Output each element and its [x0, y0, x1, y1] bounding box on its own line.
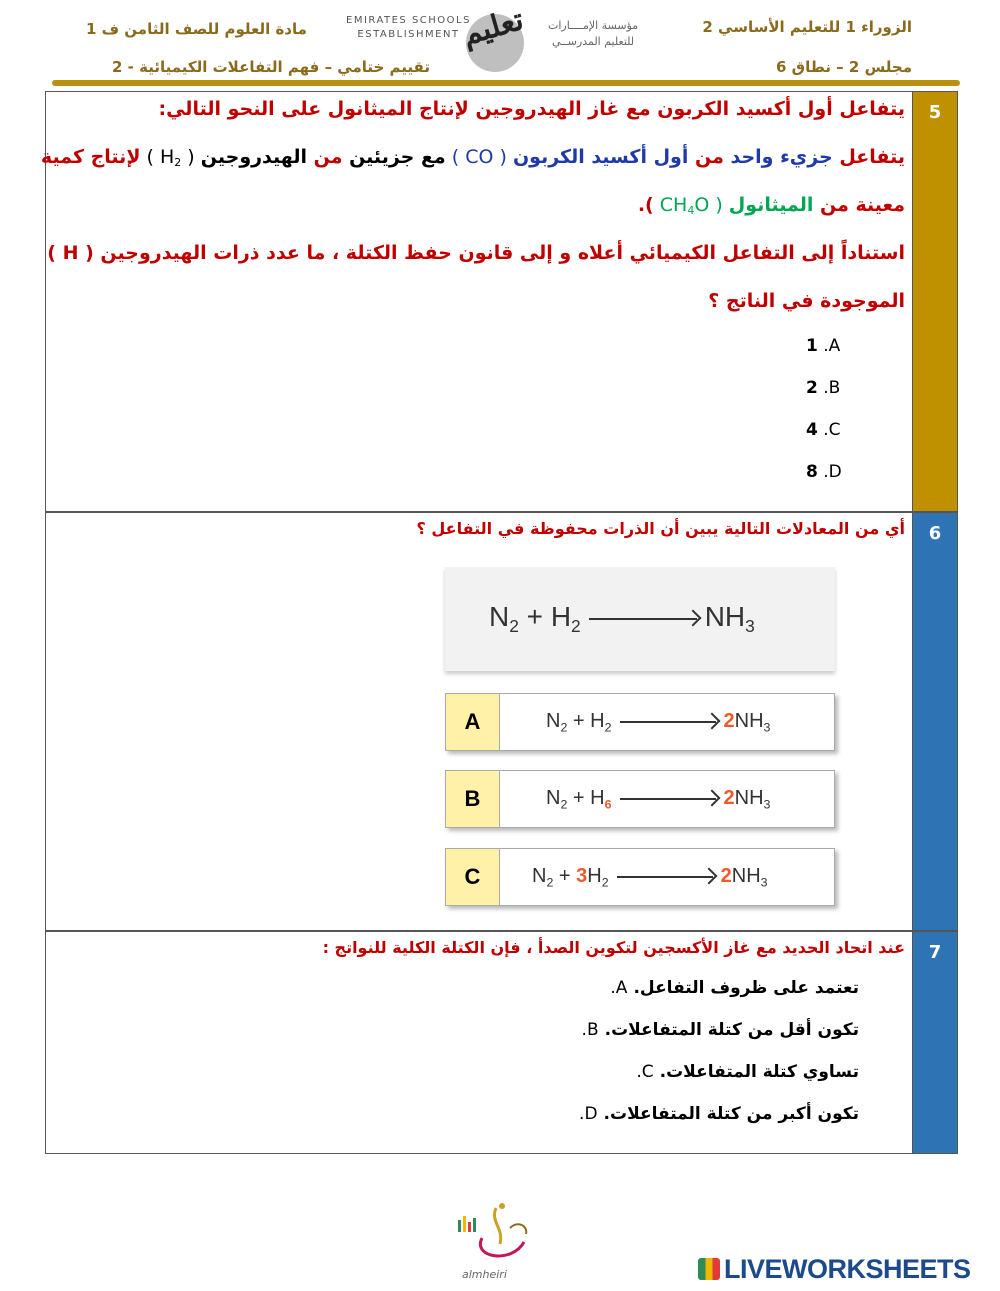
option-letter: D — [828, 462, 842, 482]
subscript: 3 — [760, 875, 768, 890]
subscript: 2 — [604, 720, 612, 735]
q5-text: يتفاعل — [832, 146, 905, 168]
reaction-arrow-icon — [589, 618, 697, 620]
reaction-arrow-icon — [620, 798, 716, 800]
question-number: 6 — [912, 513, 957, 930]
q5-text: مع جزيئين — [349, 146, 446, 168]
q6-choice-a[interactable] — [445, 693, 835, 751]
subscript: 2 — [601, 875, 609, 890]
liveworksheets-logo-icon — [698, 1258, 720, 1280]
option-value: 8 — [806, 462, 818, 482]
q5-formula-sub: 4 — [687, 204, 695, 217]
subscript: 2 — [546, 875, 554, 890]
q5-line-5: الموجودة في الناتج ؟ — [708, 290, 905, 312]
option-letter: D. — [579, 1104, 598, 1124]
choice-equation — [546, 787, 770, 811]
subscript: 3 — [763, 797, 771, 812]
plus-sign: + — [572, 787, 585, 809]
reaction-arrow-icon — [617, 876, 713, 878]
q5-line-1: يتفاعل أول أكسيد الكربون مع غاز الهيدروجين لإنتاج الميثانول على النحو التالي: — [158, 98, 905, 120]
reactant-2: H — [590, 710, 605, 732]
q5-option-a[interactable]: 1 .A — [806, 336, 841, 356]
reactant-2: H — [590, 787, 605, 809]
brand-text: LIVEWORKSHEETS — [724, 1254, 971, 1284]
reactant-2: H — [587, 865, 602, 887]
reactant-2: H — [550, 601, 572, 632]
q5-formula-sub: 2 — [174, 156, 182, 169]
school-name: الزوراء 1 للتعليم الأساسي 2 — [702, 18, 912, 36]
option-value: 1 — [806, 336, 818, 356]
q5-formula-part: ) — [140, 146, 160, 168]
subject-label: مادة العلوم للصف الثامن ف 1 — [86, 20, 307, 38]
q5-line-4: استناداً إلى التفاعل الكيميائي أعلاه و إلى قانون حفظ الكتلة ، ما عدد ذرات الهيدروجين ( H ) — [47, 242, 905, 264]
plus-sign: + — [526, 601, 544, 632]
majlis-label: مجلس 2 – نطاق 6 — [776, 58, 912, 76]
option-letter: B — [828, 378, 841, 398]
reaction-equation-card — [445, 567, 835, 671]
q7-option-a[interactable] — [610, 978, 859, 998]
q5-text: الميثانول — [728, 194, 814, 216]
choice-label: A — [446, 694, 500, 750]
question-6 — [45, 512, 958, 931]
q5-formula-h2 — [140, 146, 200, 168]
plus-sign: + — [558, 865, 571, 887]
reactant-1: N — [546, 787, 561, 809]
choice-equation — [546, 710, 770, 734]
option-letter: C — [828, 420, 841, 440]
option-text: تساوي كتلة المتفاعلات. — [659, 1062, 859, 1082]
subscript: 3 — [745, 616, 755, 637]
q5-text: لإنتاج كمية — [40, 146, 141, 168]
coefficient: 2 — [723, 787, 735, 809]
reactant-1: N — [489, 601, 510, 632]
reaction-equation — [489, 601, 755, 637]
q7-option-c[interactable] — [636, 1062, 859, 1082]
coefficient: 3 — [576, 865, 588, 887]
header-divider — [52, 80, 960, 86]
q7-option-d[interactable] — [579, 1104, 859, 1124]
option-text: تعتمد على ظروف التفاعل. — [633, 978, 859, 998]
option-letter: B. — [581, 1020, 599, 1040]
option-text: تكون أقل من كتلة المتفاعلات. — [604, 1020, 859, 1040]
product: NH — [734, 787, 764, 809]
almheiri-caption: almheiri — [462, 1268, 507, 1281]
q5-text: من — [688, 146, 731, 168]
product: NH — [704, 601, 746, 632]
option-letter: A — [828, 336, 841, 356]
q5-formula-ch4o — [654, 194, 729, 216]
establishment-arabic — [548, 18, 638, 50]
question-number: 5 — [912, 92, 957, 511]
reaction-arrow-icon — [620, 721, 716, 723]
coefficient: 2 — [720, 865, 732, 887]
choice-equation — [532, 865, 768, 889]
est-ar-line1: مؤسسة الإمــــارات — [548, 19, 639, 32]
question-number: 7 — [912, 932, 957, 1153]
subscript: 2 — [571, 616, 581, 637]
q5-text: من — [306, 146, 350, 168]
q7-option-b[interactable] — [582, 1020, 859, 1040]
plus-sign: + — [572, 710, 585, 732]
q5-option-d[interactable]: 8 .D — [806, 462, 842, 482]
q5-option-b[interactable]: 2 .B — [806, 378, 841, 398]
est-en-line2: ESTABLISHMENT — [357, 29, 460, 40]
q5-text: جزيء واحد — [730, 146, 833, 168]
choice-label: B — [446, 771, 500, 827]
subscript: 3 — [763, 720, 771, 735]
subscript: 2 — [560, 720, 568, 735]
option-value: 4 — [806, 420, 818, 440]
taleem-logo-text: تعليم — [458, 2, 528, 53]
q5-option-c[interactable]: 4 .C — [806, 420, 841, 440]
reactant-1: N — [546, 710, 561, 732]
choice-label: C — [446, 849, 500, 905]
reactant-1: N — [532, 865, 547, 887]
q5-text: معينة من — [813, 194, 905, 216]
assessment-title: تقييم ختامي – فهم التفاعلات الكيميائية - 2 — [112, 58, 430, 76]
establishment-english — [346, 14, 471, 42]
almheiri-logo-icon — [452, 1198, 542, 1274]
q5-formula-part: ( H — [159, 146, 201, 168]
subscript: 2 — [509, 616, 519, 637]
product: NH — [731, 865, 761, 887]
est-en-line1: EMIRATES SCHOOLS — [346, 15, 471, 26]
q6-stem: أي من المعادلات التالية يبين أن الذرات محفوظة في التفاعل ؟ — [416, 519, 905, 538]
subscript: 6 — [604, 797, 612, 812]
q5-formula-co: ( CO ) — [445, 146, 513, 168]
liveworksheets-brand — [698, 1254, 971, 1285]
est-ar-line2: للتعليم المدرســي — [552, 35, 635, 48]
q5-formula-part: ( CH — [659, 194, 729, 216]
option-letter: A. — [610, 978, 628, 998]
q5-text: أول أكسيد الكربون — [512, 146, 689, 168]
option-text: تكون أكبر من كتلة المتفاعلات. — [603, 1104, 859, 1124]
subscript: 2 — [560, 797, 568, 812]
q5-text: ). — [637, 194, 654, 216]
q5-formula-part: O — [653, 194, 710, 216]
q5-line-2 — [41, 146, 905, 169]
q7-stem: عند اتحاد الحديد مع غاز الأكسجين لتكوين الصدأ ، فإن الكتلة الكلية للنواتج : — [322, 938, 905, 957]
q5-line-3 — [638, 194, 905, 217]
coefficient: 2 — [723, 710, 735, 732]
option-letter: C. — [636, 1062, 654, 1082]
q5-text: الهيدروجين — [200, 146, 307, 168]
question-7 — [45, 931, 958, 1154]
option-value: 2 — [806, 378, 818, 398]
product: NH — [734, 710, 764, 732]
q6-choice-b[interactable] — [445, 770, 835, 828]
q6-choice-c[interactable] — [445, 848, 835, 906]
question-5 — [40, 91, 958, 512]
